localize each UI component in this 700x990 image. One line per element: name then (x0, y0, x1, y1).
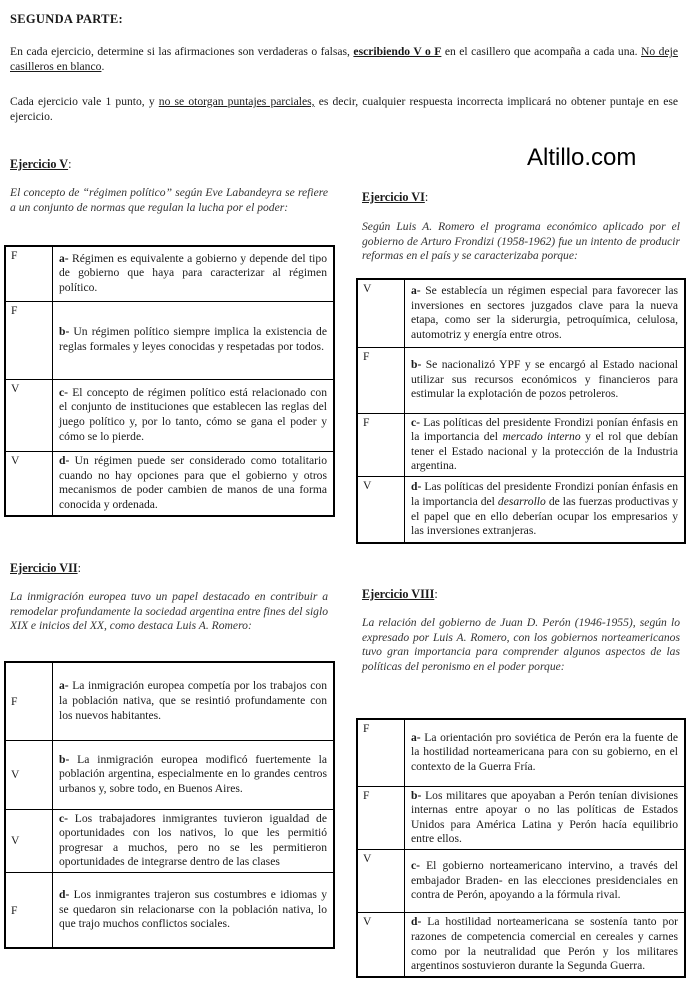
table-row (357, 849, 685, 912)
statement (405, 413, 686, 476)
answer-box[interactable]: V (5, 451, 53, 516)
answer-box[interactable]: F (357, 786, 405, 849)
colon: : (68, 157, 72, 171)
instructions-paragraph-2 (10, 95, 678, 124)
statement-letter: d- (59, 454, 70, 468)
answer-box[interactable]: F (5, 301, 53, 379)
statement-text: La inmigración europea modificó fuertemente la población argentina, especialmente en lo grandes centros urbanos y, sobre todo, en Buenos Aires. (59, 752, 327, 795)
emphasis-text: escribiendo V o F (353, 45, 442, 58)
statement-letter: c- (59, 385, 69, 399)
exercise-intro: El concepto de “régimen político” según Eve Labandeyra se refiere a un conjunto de normas que regulan la lucha por el poder: (10, 186, 328, 214)
table-row (5, 246, 334, 301)
answer-box[interactable]: V (357, 912, 405, 977)
exercise-title-text: Ejercicio V (10, 157, 69, 171)
statement-letter: a- (59, 251, 69, 265)
statement (405, 347, 686, 413)
table-row (357, 912, 685, 977)
answer-box[interactable]: F (5, 246, 53, 301)
statement-text: Se nacionalizó YPF y se encargó al Estado nacional utilizar sus recursos económicos y financieros para estimular la explotación de pozos petroleros. (411, 358, 678, 401)
statement-text: La hostilidad norteamericana se sostenía tanto por razones de competencia comercial en cereales y carnes como por la neutralidad que Perón y los militares argentinos sostuvieron durante la Segunda Guerra. (411, 915, 678, 973)
exercise-title (362, 190, 428, 205)
statement (405, 279, 686, 347)
exercise-title (10, 561, 81, 576)
answer-box[interactable]: F (357, 347, 405, 413)
statement-text-end: de las fuerzas productivas y el papel que en ello deberían ocupar los empresarios y las inversiones extranjeras. (411, 495, 678, 538)
emphasis-text: no se otorgan puntajes parciales, (158, 95, 315, 108)
table-row (357, 413, 685, 476)
statement-letter: c- (411, 415, 421, 429)
colon: : (77, 561, 81, 575)
statement-text: Régimen es equivalente a gobierno y depende del tipo de gobierno que haya para caracterizar al régimen político. (59, 251, 327, 295)
table-row (357, 786, 685, 849)
answer-box[interactable]: F (357, 719, 405, 786)
statement-text: La orientación pro soviética de Perón era la fuente de la hostilidad norteamericana para con su gobierno, en el contexto de la Guerra Fría. (411, 730, 678, 774)
answer-box[interactable]: V (5, 740, 53, 809)
answer-box[interactable]: V (357, 279, 405, 347)
statement-text: La inmigración europea competía por los trabajos con la población nativa, que se resintió profundamente con los nuevos habitantes. (59, 679, 327, 722)
table-row (5, 301, 334, 379)
statement (405, 786, 686, 849)
table-row (5, 662, 334, 740)
true-false-table (356, 278, 686, 544)
statement (53, 740, 335, 809)
answer-box[interactable]: F (5, 872, 53, 948)
table-row (357, 719, 685, 786)
statement-emphasis: mercado interno (502, 430, 581, 444)
instructions-paragraph-1 (10, 45, 678, 74)
statement-letter: b- (411, 788, 422, 802)
statement-letter: d- (411, 915, 422, 929)
exercise-title (362, 587, 438, 602)
text: Cada ejercicio vale 1 punto, y (10, 95, 159, 108)
section-heading: SEGUNDA PARTE: (10, 12, 123, 26)
watermark-logo: Altillo.com (527, 144, 637, 171)
statement-text: Un régimen político siempre implica la existencia de reglas formales y leyes conocidas y respetadas por todos. (59, 325, 327, 353)
exercise-title-text: Ejercicio VII (10, 561, 78, 575)
statement (405, 719, 686, 786)
statement (405, 912, 686, 977)
statement-letter: b- (59, 752, 70, 766)
statement-letter: d- (59, 888, 70, 902)
table-row (5, 740, 334, 809)
statement-text: El concepto de régimen político está relacionado con el conjunto de instituciones que establecen las reglas del juego político y, por lo tanto, cómo se gana el poder y cómo se lo pierde. (59, 385, 327, 443)
statement (405, 849, 686, 912)
statement-letter: d- (411, 480, 422, 494)
table-row (357, 347, 685, 413)
statement-text: Los trabajadores inmigrantes tuvieron igualdad de oportunidades con los nativos, lo que les permitió progresar a muchos, pero no se les permitieron oportunidades de integrarse dentro de las clases (59, 811, 327, 869)
statement-letter: a- (411, 284, 421, 298)
colon: : (424, 190, 429, 204)
statement (53, 301, 335, 379)
statement (53, 872, 335, 948)
statement (53, 379, 335, 451)
answer-box[interactable]: F (5, 662, 53, 740)
statement (53, 451, 335, 516)
table-row (357, 476, 685, 543)
text: En cada ejercicio, determine si las afirmaciones son verdaderas o falsas, (10, 45, 354, 58)
text: es decir, cualquier respuesta incorrecta implicará no obtener puntaje en ese ejercicio. (10, 95, 679, 123)
exercise-title-text: Ejercicio VI (362, 190, 425, 204)
statement-text: Los inmigrantes trajeron sus costumbres e idiomas y se quedaron sin relacionarse con la población nativa, lo que trajo muchos conflictos sociales. (59, 888, 327, 931)
exercise-title-text: Ejercicio VIII (362, 587, 435, 601)
statement-text: El gobierno norteamericano intervino, a través del embajador Braden- en las elecciones presidenciales en contra de Perón, apoyando a la fórmula rival. (411, 858, 678, 902)
statement-letter: b- (59, 325, 70, 339)
table-row (5, 379, 334, 451)
statement-text: Se establecía un régimen especial para favorecer las inversiones en sectores juzgados clave para la nueva etapa, como ser la siderurgia, petroquímica, celulosa, automotriz y energía entre otros. (411, 284, 678, 341)
exercise-title (10, 157, 72, 172)
statement-text: Los militares que apoyaban a Perón tenían divisiones internas entre apoyar o no las políticas de Estados Unidos para América Latina y Perón hacía equilibrio entre ellos. (411, 788, 678, 846)
true-false-table (356, 718, 686, 978)
statement-text: Las políticas del presidente Frondizi ponían énfasis en la importancia del (411, 415, 678, 444)
exercise-intro: La relación del gobierno de Juan D. Perón (1946-1955), según lo expresado por Luis A. Romero, con los gobiernos norteamericanos tuvo gran importancia para comprender algunos aspectos de las políticas del peronismo en el poder porque: (362, 616, 680, 673)
true-false-table (4, 661, 335, 949)
statement-letter: a- (59, 679, 69, 693)
statement-text: Un régimen puede ser considerado como totalitario cuando no hay opciones para que el gobierno y otros mecanismos de poder cambien de manos de una forma conocida y ordenada. (59, 454, 327, 511)
answer-box[interactable]: V (5, 379, 53, 451)
statement-text-end: y el rol que debían tener el Estado nacional y la protección de la Industria argentina. (411, 430, 678, 473)
statement-letter: c- (59, 811, 69, 825)
statement-letter: c- (411, 858, 421, 872)
table-row (5, 451, 334, 516)
statement (405, 476, 686, 543)
true-false-table (4, 245, 335, 517)
statement-emphasis: desarrollo (497, 495, 546, 509)
statement (53, 246, 335, 301)
statement-letter: b- (411, 358, 422, 372)
table-row (357, 279, 685, 347)
statement (53, 662, 335, 740)
answer-box[interactable]: V (5, 809, 53, 872)
text: en el casillero que acompaña a cada una. (441, 45, 642, 58)
statement-text: Las políticas del presidente Frondizi ponían énfasis en la importancia del (411, 480, 678, 509)
answer-box[interactable]: V (357, 476, 405, 543)
answer-box[interactable]: F (357, 413, 405, 476)
answer-box[interactable]: V (357, 849, 405, 912)
emphasis-text: No deje casilleros en blanco (10, 45, 678, 73)
exercise-intro: La inmigración europea tuvo un papel destacado en contribuir a remodelar profundamente la sociedad argentina entre fines del siglo XIX e inicios del XX, como destaca Luis A. Romero: (10, 590, 328, 633)
exercise-intro: Según Luis A. Romero el programa económico aplicado por el gobierno de Arturo Frondizi (1958-1962) fue un intento de producir reformas en el país y se caracterizaba porque: (362, 220, 680, 263)
table-row (5, 872, 334, 948)
colon: : (434, 587, 438, 601)
text: . (101, 59, 105, 73)
statement (53, 809, 335, 872)
statement-letter: a- (411, 730, 421, 744)
table-row (5, 809, 334, 872)
